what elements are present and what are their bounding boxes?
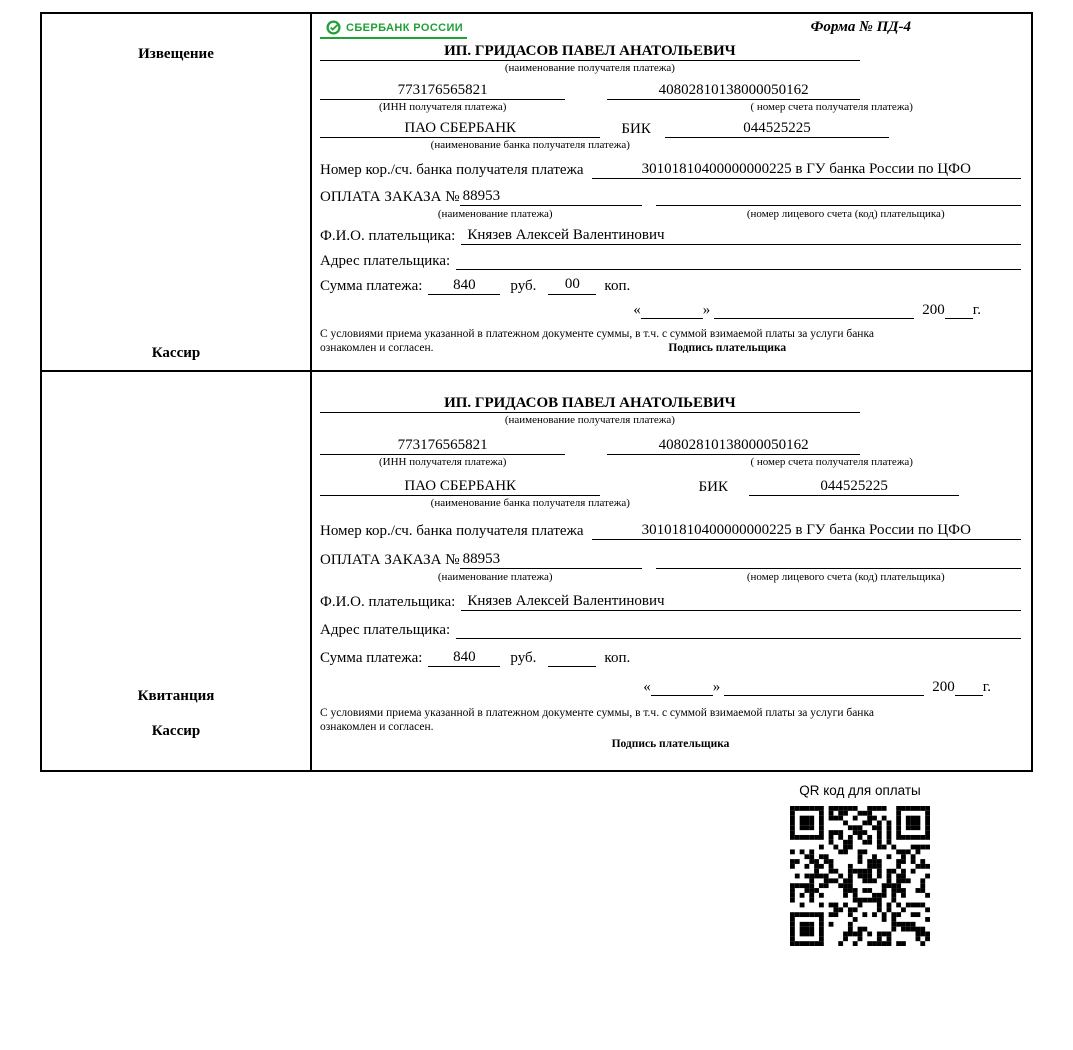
inn-account-labels [320, 101, 1021, 114]
notice-left-column [42, 14, 312, 370]
date-year-suffix: г. [982, 678, 991, 695]
receipt-section [42, 372, 1031, 770]
qr-block [783, 783, 937, 946]
agreement-text [320, 327, 1021, 356]
corr-account-label: Номер кор./сч. банка получателя платежа [320, 522, 584, 539]
agreement-line1: С условиями приема указанной в платежном документе суммы, в т.ч. с суммой взимаемой платы за услуги банка [320, 327, 874, 340]
payer-address-row [320, 251, 1021, 270]
inn-account-row [320, 82, 1021, 100]
corr-account-row [320, 522, 1021, 540]
bik-label: БИК [621, 121, 651, 138]
date-row [320, 677, 1021, 696]
date-quote-open: « [643, 678, 651, 695]
date-quote-close: » [702, 301, 711, 318]
agreement-line1: С условиями приема указанной в платежном документе суммы, в т.ч. с суммой взимаемой платы за услуги банка [320, 706, 874, 719]
payment-name-labels [320, 208, 1021, 221]
rubles-label: руб. [510, 277, 537, 294]
notice-section [42, 14, 1031, 372]
inn-account-row [320, 437, 1021, 455]
date-year-prefix: 200 [922, 301, 945, 318]
bank-name: ПАО СБЕРБАНК [320, 478, 600, 496]
date-year-prefix: 200 [932, 678, 955, 695]
sberbank-logo [320, 19, 467, 39]
payer-address-line [456, 251, 1021, 270]
notice-label: Извещение [138, 46, 214, 62]
receipt-cashier-label: Кассир [151, 723, 201, 739]
form-number: Форма № ПД-4 [810, 19, 911, 35]
date-row [320, 300, 1021, 319]
qr-code [790, 806, 930, 946]
payer-name-label: Ф.И.О. плательщика: [320, 593, 456, 610]
amount-label: Сумма платежа: [320, 649, 423, 666]
order-number: 88953 [460, 551, 642, 569]
payment-name: ОПЛАТА ЗАКАЗА № [320, 551, 460, 568]
inn-value: 773176565821 [320, 437, 565, 455]
sberbank-logo-icon [326, 20, 341, 35]
agreement-line2: ознакомлен и согласен. [320, 341, 434, 354]
inn-label: (ИНН получателя платежа) [378, 455, 507, 468]
bank-row [320, 120, 1021, 138]
kopecks-label: коп. [604, 277, 631, 294]
amount-rubles: 840 [428, 277, 500, 295]
payer-name-value: Князев Алексей Валентинович [461, 227, 1021, 245]
agreement-text [320, 706, 1021, 735]
payer-address-line [456, 620, 1021, 639]
payment-name: ОПЛАТА ЗАКАЗА № [320, 188, 460, 205]
kopecks-label: коп. [604, 649, 631, 666]
agreement-line2-row [320, 341, 1021, 355]
qr-code-label: QR код для оплаты [799, 783, 921, 798]
receipt-left-column [42, 372, 312, 770]
date-day-line [641, 300, 703, 319]
personal-account-label: (номер лицевого счета (код) плательщика) [746, 570, 945, 583]
payment-name-labels [320, 571, 1021, 584]
bank-name-label: (наименование банка получателя платежа) [430, 139, 630, 152]
corr-account-value: 30101810400000000225 в ГУ банка России по ЦФО [592, 161, 1021, 179]
corr-account-value: 30101810400000000225 в ГУ банка России по ЦФО [592, 522, 1021, 540]
rubles-label: руб. [510, 649, 537, 666]
sberbank-logo-text: СБЕРБАНК РОССИИ [346, 21, 464, 34]
payment-form-pd4 [40, 12, 1033, 772]
account-value: 40802810138000050162 [607, 437, 859, 455]
payer-name-row [320, 227, 1021, 245]
corr-account-label: Номер кор./сч. банка получателя платежа [320, 161, 584, 178]
bik-value: 044525225 [665, 120, 889, 138]
personal-account-line [656, 550, 1021, 569]
personal-account-label: (номер лицевого счета (код) плательщика) [746, 207, 945, 220]
payment-name-label: (наименование платежа) [437, 207, 553, 220]
payee-name: ИП. ГРИДАСОВ ПАВЕЛ АНАТОЛЬЕВИЧ [320, 43, 860, 61]
bank-name-label: (наименование банка получателя платежа) [430, 497, 630, 510]
date-quote-close: » [712, 678, 721, 695]
notice-cashier-label: Кассир [151, 345, 201, 361]
payer-signature-label: Подпись плательщика [668, 341, 787, 354]
date-quote-open: « [633, 301, 641, 318]
payer-address-label: Адрес плательщика: [320, 621, 451, 638]
amount-row [320, 276, 1021, 295]
agreement-line2: ознакомлен и согласен. [320, 720, 434, 733]
date-day-line [651, 677, 713, 696]
amount-kopecks [548, 648, 596, 667]
payer-signature-label: Подпись плательщика [611, 738, 730, 751]
payer-name-row [320, 593, 1021, 611]
date-month-line [724, 677, 924, 696]
inn-account-labels [320, 456, 1021, 469]
bank-row [320, 478, 1021, 496]
payee-name-label: (наименование получателя платежа) [504, 62, 675, 74]
payer-address-label: Адрес плательщика: [320, 252, 451, 269]
amount-row [320, 648, 1021, 667]
date-year-suffix: г. [972, 301, 981, 318]
amount-kopecks: 00 [548, 276, 596, 295]
amount-label: Сумма платежа: [320, 277, 423, 294]
inn-label: (ИНН получателя платежа) [378, 100, 507, 113]
payment-name-label: (наименование платежа) [437, 570, 553, 583]
corr-account-row [320, 161, 1021, 179]
notice-body [312, 14, 1031, 370]
account-value: 40802810138000050162 [607, 82, 859, 100]
payee-name-label: (наименование получателя платежа) [504, 414, 675, 426]
receipt-body [312, 372, 1031, 770]
notice-header-row [320, 19, 1021, 41]
payer-address-row [320, 620, 1021, 639]
account-label: ( номер счета получателя платежа) [750, 455, 913, 468]
date-year-line [945, 300, 973, 319]
payer-name-label: Ф.И.О. плательщика: [320, 227, 456, 244]
date-year-line [955, 677, 983, 696]
personal-account-line [656, 187, 1021, 206]
account-label: ( номер счета получателя платежа) [750, 100, 913, 113]
receipt-label: Квитанция [137, 688, 215, 704]
payment-name-row [320, 550, 1021, 569]
payment-name-row [320, 187, 1021, 206]
bik-value: 044525225 [749, 478, 959, 496]
bank-name: ПАО СБЕРБАНК [320, 120, 600, 138]
payee-name: ИП. ГРИДАСОВ ПАВЕЛ АНАТОЛЬЕВИЧ [320, 395, 860, 413]
bik-label: БИК [698, 479, 728, 496]
inn-value: 773176565821 [320, 82, 565, 100]
payer-name-value: Князев Алексей Валентинович [461, 593, 1021, 611]
order-number: 88953 [460, 188, 642, 206]
amount-rubles: 840 [428, 649, 500, 667]
date-month-line [714, 300, 914, 319]
